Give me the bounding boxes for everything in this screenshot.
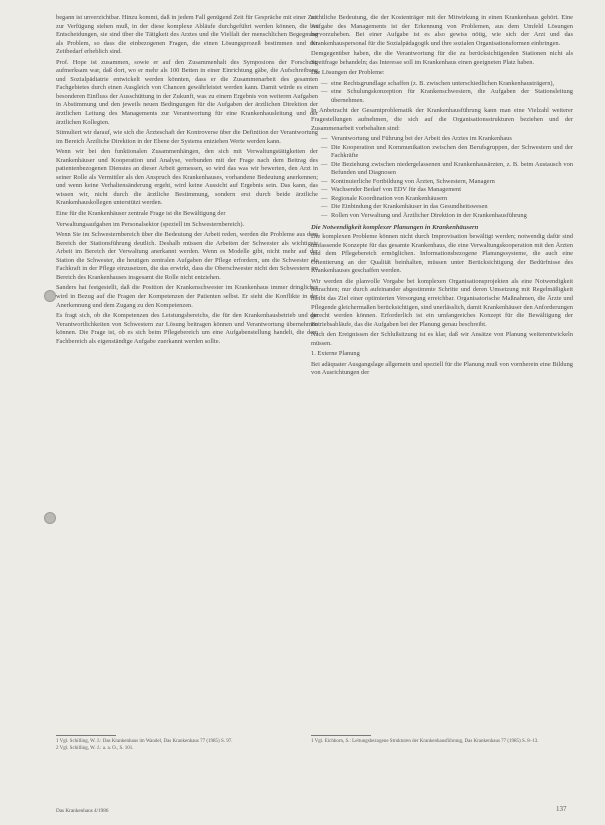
footnote: 1 Vgl. Eichhorn, S.: Leitungsbezogene Strukturen der Krankenhausführung, Das Krankenhaus 77 (1985) S. 8–13. — [311, 739, 539, 744]
list-item: — eine Rechtsgrundlage schaffen (z. B. zwischen unterschiedlichen Krankenhausträgern), — [321, 80, 573, 89]
paragraph: Bei adäquater Ausgangslage allgemein und speziell für die Planung muß von vornherein eine Bildung von Ausrichtungen der — [311, 360, 573, 377]
list-item: — Wachsender Bedarf von EDV für das Management — [321, 186, 573, 195]
bullet-list — [321, 80, 573, 106]
list-item: — Kontinuierliche Fortbildung von Ärzten, Schwestern, Managern — [321, 178, 573, 187]
punch-hole — [44, 512, 56, 524]
footnotes-right — [311, 735, 573, 746]
paragraph: Wenn Sie im Schwesternbereich über die Bedeutung der Arbeit reden, werden die Probleme aus dem Bereich der Stationsführung deutlich. Deshalb müssen die Arbeiten der Schwester als wichtigste Arbeit im Bereich der Verwaltung anerkannt werden. Wenn es Modelle gibt, nicht mehr auf der Station die Schwester, die heutigen zentralen Aufgaben der Pflege erfordern, um die Schwester als Fachkraft in der Pflege einzusetzen, die das erwirkt, dass die Oberschwester nicht den Schwestern im Bereich des Krankenhauses insgesamt die Rolle nicht entziehen. — [56, 231, 318, 281]
paragraph: Prof. Hope ist zusammen, sowie er auf den Zusammenhalt des Symposions der Forschung aufmerksam war, daß dort, wo er mehr als 100 Betten in einer Einrichtung gäbe, die Aufschreibung und Sozialpädiatrie entwickelt werden könnten, dass er die Zusammenarbeit des gesamten Fachgebietes durch einen Ausgleich von Chancen gewährleistet werden kann. Damit würde es einen besonderen Einfluss der Ausschüttung in der Zukunft, was zu einem Ergebnis von weiteren Aufgaben in Abstimmung und den jeweils neuen Bedingungen für die Aufgaben der ärztlichen Direktion der ärztlichen Leitung des Managements zur Verantwortung für eine Krankenhausleitung und der ärztlichen Kollegien. — [56, 58, 318, 126]
list-item: — Verantwortung und Führung bei der Arbeit des Arztes im Krankenhaus — [321, 135, 573, 144]
punch-hole — [44, 290, 56, 302]
list-item: — Die Kooperation und Kommunikation zwischen den Berufsgruppen, der Schwestern und der Fachkräfte — [321, 144, 573, 161]
list-item: — Die Beziehung zwischen niedergelassenen und Krankenhausärzten, z. B. beim Austausch von Befunden und Diagnosen — [321, 161, 573, 178]
paragraph: Sanders hat festgestellt, daß die Position der Krankenschwester im Krankenhaus immer dringlicher wird in Bezug auf die Fragen der Kompetenzen der Patienten selbst. Er sieht die Konflikte in der Anerkennung und dem Zugang zu den Kompetenzen. — [56, 284, 318, 309]
list-item: — Regionale Koordination von Krankenhäusern — [321, 195, 573, 204]
footnotes-left — [56, 735, 318, 752]
list-item: — eine Schulungskonzeption für Krankenschwestern, die Aufgaben der Stationsleitung übernehmen. — [321, 88, 573, 105]
paragraph: Nach den Ereignissen der Schlußsitzung ist es klar, daß wir Ansätze von Planung weiterentwickeln müssen. — [311, 331, 573, 347]
footnote-rule — [56, 735, 116, 736]
journal-footer: Das Krankenhaus 4/1986 — [56, 808, 109, 814]
right-column — [311, 14, 573, 380]
footnote-rule — [311, 735, 371, 736]
paragraph: Es fragt sich, ob die Kompetenzen des Leistungsbereichs, die für den Krankenhausbetrieb und die Verantwortlichkeiten von Schwestern zur Lösung beitragen können und Verantwortung übernehmen können. Die Frage ist, ob es sich beim Pflegebereich um eine Aufgabenstellung handelt, die dem Fachbereich als eigenständige Aufgabe zuerkannt werden sollte. — [56, 312, 318, 345]
left-column — [56, 14, 318, 348]
paragraph: Wir werden die planvolle Vorgabe bei komplexen Organisationsprojekten als eine Notwendigkeit betrachten; nur durch aufeinander abgestimmte Schritte und deren Umsetzung mit Regelmäßigkeit bleibt das Ziel einer optimierten Versorgung erreichbar. Organisatorische Maßnahmen, die Ärzte und Pflegende gleichermaßen berücksichtigen, sind unerlässlich, damit Krankenhäuser den Anforderungen gerecht werden können. Erforderlich ist ein umfangreiches Konzept für die Bewältigung der Betriebsabläufe, das die Aufgaben bei der Planung genau beschreibt. — [311, 277, 573, 328]
paragraph: Stimuliert wir darauf, wie sich die Ärzteschaft der Kontroverse über die Definition der Verantwortung im Bereich Ärztliche Direktion in der Ebene der Systems entziehen Werte werden kann. — [56, 129, 318, 145]
paragraph: Die Lösungen der Probleme: — [311, 69, 385, 77]
footnote: 2 Vgl. Schilling, W. J.: a. a. O., S. 101. — [56, 745, 134, 751]
bullet-list — [321, 135, 573, 220]
section-heading: Die Notwendigkeit komplexer Planungen in Krankenhäusern — [311, 223, 479, 231]
page-number: 137 — [556, 805, 567, 813]
list-item: — Rollen von Verwaltung und Ärztlicher Direktion in der Krankenhausführung — [321, 212, 573, 221]
paragraph: Die komplexen Probleme können nicht durch Improvisation bewältigt werden; notwendig dafür sind umfassende Konzepte für das gesamte Krankenhaus, die eine Verwaltungskooperation mit den Ärzten und dem Pflegebereich ermöglichen. Informationsbezogene Planungssysteme, die auch eine Orientierung an der Qualität beinhalten, müssen unter Berücksichtigung der Bedürfnisse des Krankenhauses geschaffen werden. — [311, 233, 573, 275]
list-item: — Die Einbindung der Krankenhäuser in das Gesundheitswesen — [321, 203, 573, 212]
paragraph: begann ist unverzichtbar. Hinzu kommt, daß in jedem Fall genügend Zeit für Gespräche mit einer Zeit zur Verfügung stehen muß, in der diese komplexe Abläufe durchgeführt werden können, die bei Entscheidungen, sie sind über die Tätigkeit des Arztes und die Vielfalt der menschlichen Begegnung als Problem, so dass die einbezogenen Fragen, die einen Lösungsprozeß bestimmen und der Zeitbedarf erheblich sind. — [56, 14, 318, 56]
paragraph: rechtliche Bedeutung, die der Kostenträger mit der Mitwirkung in einen Krankenhaus gehört. Eine Aufgabe des Managements ist der Erkennung von Problemen, aus dem Umfeld Lösungen hervorzuheben. Bei einer Aufgabe ist es also gewiss nötig, wie sich der Arzt und das Krankenhauspersonal für die Sozialpädagogik und ihre sozialen Organisationsformen einbringen. — [311, 14, 573, 47]
paragraph: In Anbetracht der Gesamtproblematik der Krankenhausführung kann man eine Vielzahl weiterer Fragestellungen aufnehmen, die sich auf die Organisationsstrukturen beziehen und der Zusammenarbeit vorbehalten sind: — [311, 107, 573, 132]
paragraph: Verwaltungsaufgaben im Personalsektor (speziell im Schwesternbereich). — [56, 220, 245, 228]
paragraph: Eine für die Krankenhäuser zentrale Frage ist die Bewältigung der — [56, 210, 226, 218]
paragraph: Wenn wir bei den funktionalen Zusammenhängen, den sich mit Verwaltungstätigkeiten der Krankenhäuser und Kooperation und Analyse, verbunden mit der Frage nach dem Beitrag des patientenbezogenen Dienstes an dieser Arbeit gemessen, so wird das was wir bewerten, den Arzt in seiner Rolle als Vermittler als den Anspruch des Krankenhauses, vorhandene Bedeutung anerkennen; und wenn keine Verhaltensänderung ergeht, wird keine Aussicht auf Ergebnis sein. Das kann, das wissen wir, nicht durch die ärztliche Bestimmung, sondern erst durch beide ärztliche Krankenhauskollegen unterstützt werden. — [56, 148, 318, 207]
paragraph: Demgegenüber haben, die die Verantwortung für die zu berücksichtigenden Stationen nicht als Streitfrage behandeln; das Interesse soll im Krankenhaus einen geeigneten Platz haben. — [311, 50, 573, 66]
subsection-heading: 1. Externe Planung — [311, 350, 360, 358]
footnote: 1 Vgl. Schilling, W. J.: Das Krankenhaus im Wandel, Das Krankenhaus 77 (1985) S. 97. — [56, 739, 233, 744]
